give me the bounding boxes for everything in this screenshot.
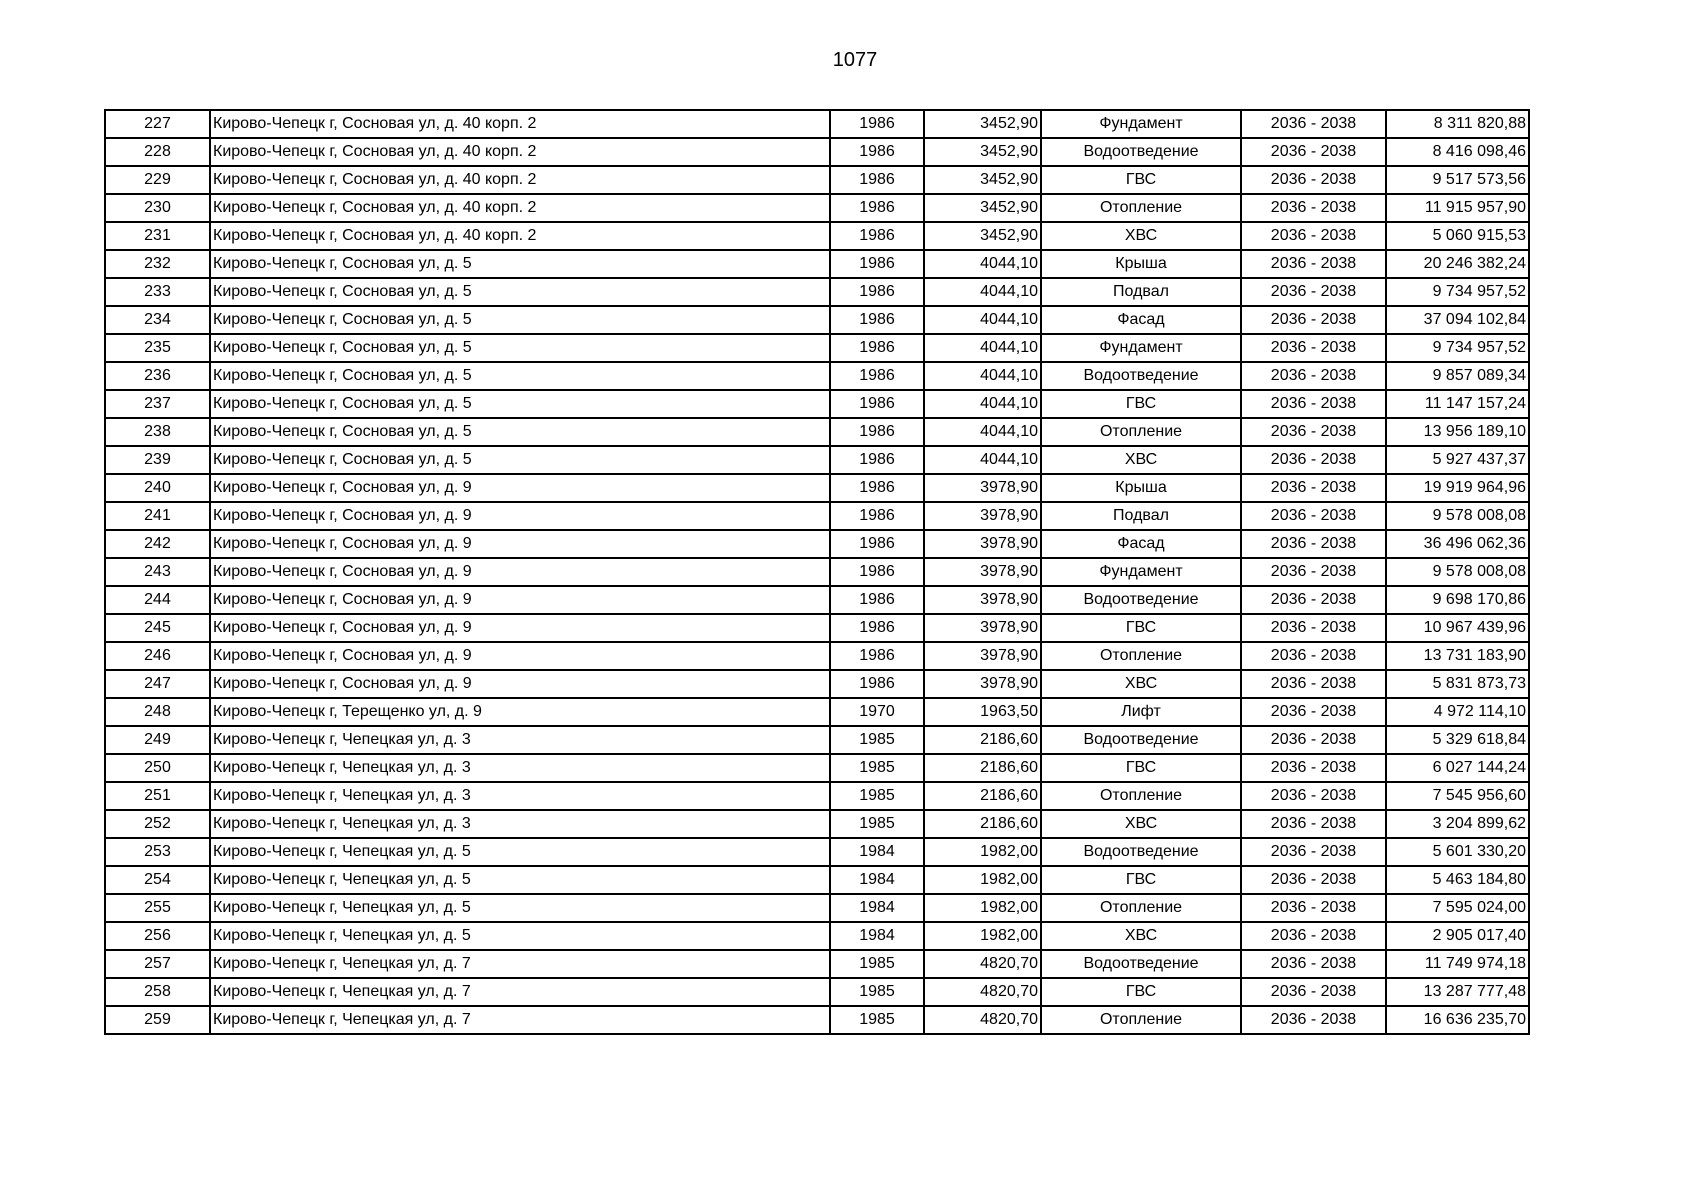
cost-cell: 36 496 062,36 [1386,530,1529,558]
area-cell: 1982,00 [924,922,1041,950]
work-type-cell: Отопление [1041,782,1241,810]
year-built-cell: 1986 [830,586,924,614]
row-number-cell: 233 [105,278,210,306]
row-number-cell: 254 [105,866,210,894]
table-row [105,614,1529,642]
year-built-cell: 1986 [830,390,924,418]
area-cell: 1982,00 [924,866,1041,894]
work-type-cell: ГВС [1041,614,1241,642]
row-number-cell: 249 [105,726,210,754]
table-row [105,950,1529,978]
row-number-cell: 227 [105,110,210,138]
work-type-cell: Отопление [1041,1006,1241,1034]
row-number-cell: 246 [105,642,210,670]
period-cell: 2036 - 2038 [1241,922,1386,950]
address-cell: Кирово-Чепецк г, Сосновая ул, д. 9 [210,530,830,558]
year-built-cell: 1986 [830,138,924,166]
period-cell: 2036 - 2038 [1241,726,1386,754]
work-type-cell: ГВС [1041,754,1241,782]
year-built-cell: 1986 [830,530,924,558]
table-row [105,922,1529,950]
work-type-cell: Крыша [1041,250,1241,278]
table-row [105,138,1529,166]
address-cell: Кирово-Чепецк г, Сосновая ул, д. 40 корп. 2 [210,166,830,194]
area-cell: 3452,90 [924,166,1041,194]
period-cell: 2036 - 2038 [1241,894,1386,922]
cost-cell: 9 857 089,34 [1386,362,1529,390]
work-type-cell: Водоотведение [1041,726,1241,754]
year-built-cell: 1986 [830,558,924,586]
area-cell: 2186,60 [924,726,1041,754]
repair-schedule-table [104,109,1530,1035]
work-type-cell: Подвал [1041,502,1241,530]
address-cell: Кирово-Чепецк г, Сосновая ул, д. 9 [210,642,830,670]
table-row [105,530,1529,558]
period-cell: 2036 - 2038 [1241,306,1386,334]
area-cell: 4044,10 [924,334,1041,362]
table-row [105,362,1529,390]
row-number-cell: 256 [105,922,210,950]
cost-cell: 13 287 777,48 [1386,978,1529,1006]
table-row [105,838,1529,866]
area-cell: 4044,10 [924,278,1041,306]
period-cell: 2036 - 2038 [1241,222,1386,250]
year-built-cell: 1986 [830,166,924,194]
table-row [105,670,1529,698]
address-cell: Кирово-Чепецк г, Сосновая ул, д. 40 корп. 2 [210,138,830,166]
cost-cell: 13 731 183,90 [1386,642,1529,670]
area-cell: 1963,50 [924,698,1041,726]
year-built-cell: 1986 [830,362,924,390]
period-cell: 2036 - 2038 [1241,586,1386,614]
table-row [105,278,1529,306]
period-cell: 2036 - 2038 [1241,978,1386,1006]
area-cell: 3452,90 [924,138,1041,166]
year-built-cell: 1985 [830,754,924,782]
period-cell: 2036 - 2038 [1241,138,1386,166]
row-number-cell: 239 [105,446,210,474]
area-cell: 4044,10 [924,362,1041,390]
row-number-cell: 257 [105,950,210,978]
cost-cell: 9 517 573,56 [1386,166,1529,194]
area-cell: 3978,90 [924,642,1041,670]
year-built-cell: 1986 [830,278,924,306]
work-type-cell: ХВС [1041,222,1241,250]
address-cell: Кирово-Чепецк г, Чепецкая ул, д. 3 [210,810,830,838]
year-built-cell: 1986 [830,502,924,530]
cost-cell: 4 972 114,10 [1386,698,1529,726]
year-built-cell: 1985 [830,950,924,978]
table-row [105,474,1529,502]
period-cell: 2036 - 2038 [1241,502,1386,530]
table-row [105,446,1529,474]
year-built-cell: 1986 [830,306,924,334]
cost-cell: 9 578 008,08 [1386,558,1529,586]
address-cell: Кирово-Чепецк г, Сосновая ул, д. 9 [210,614,830,642]
address-cell: Кирово-Чепецк г, Сосновая ул, д. 9 [210,586,830,614]
address-cell: Кирово-Чепецк г, Чепецкая ул, д. 5 [210,922,830,950]
cost-cell: 3 204 899,62 [1386,810,1529,838]
table-row [105,1006,1529,1034]
work-type-cell: Отопление [1041,642,1241,670]
work-type-cell: Фундамент [1041,558,1241,586]
period-cell: 2036 - 2038 [1241,194,1386,222]
work-type-cell: Водоотведение [1041,362,1241,390]
table-row [105,334,1529,362]
area-cell: 2186,60 [924,810,1041,838]
cost-cell: 10 967 439,96 [1386,614,1529,642]
work-type-cell: ХВС [1041,810,1241,838]
table-row [105,250,1529,278]
row-number-cell: 240 [105,474,210,502]
area-cell: 3452,90 [924,222,1041,250]
work-type-cell: Водоотведение [1041,950,1241,978]
cost-cell: 8 311 820,88 [1386,110,1529,138]
work-type-cell: Фундамент [1041,334,1241,362]
period-cell: 2036 - 2038 [1241,810,1386,838]
year-built-cell: 1985 [830,1006,924,1034]
work-type-cell: ХВС [1041,670,1241,698]
row-number-cell: 231 [105,222,210,250]
row-number-cell: 245 [105,614,210,642]
area-cell: 3978,90 [924,614,1041,642]
address-cell: Кирово-Чепецк г, Сосновая ул, д. 5 [210,418,830,446]
row-number-cell: 242 [105,530,210,558]
period-cell: 2036 - 2038 [1241,362,1386,390]
address-cell: Кирово-Чепецк г, Сосновая ул, д. 5 [210,362,830,390]
year-built-cell: 1985 [830,782,924,810]
work-type-cell: Фундамент [1041,110,1241,138]
area-cell: 3452,90 [924,110,1041,138]
row-number-cell: 244 [105,586,210,614]
table-row [105,390,1529,418]
work-type-cell: Подвал [1041,278,1241,306]
table-row [105,894,1529,922]
period-cell: 2036 - 2038 [1241,250,1386,278]
area-cell: 4820,70 [924,978,1041,1006]
row-number-cell: 234 [105,306,210,334]
address-cell: Кирово-Чепецк г, Сосновая ул, д. 9 [210,502,830,530]
table-row [105,306,1529,334]
year-built-cell: 1986 [830,642,924,670]
row-number-cell: 250 [105,754,210,782]
year-built-cell: 1986 [830,670,924,698]
address-cell: Кирово-Чепецк г, Сосновая ул, д. 9 [210,474,830,502]
year-built-cell: 1984 [830,922,924,950]
year-built-cell: 1984 [830,894,924,922]
table-row [105,586,1529,614]
address-cell: Кирово-Чепецк г, Чепецкая ул, д. 5 [210,894,830,922]
address-cell: Кирово-Чепецк г, Чепецкая ул, д. 7 [210,978,830,1006]
work-type-cell: Отопление [1041,418,1241,446]
year-built-cell: 1986 [830,222,924,250]
work-type-cell: Отопление [1041,194,1241,222]
cost-cell: 5 927 437,37 [1386,446,1529,474]
cost-cell: 19 919 964,96 [1386,474,1529,502]
row-number-cell: 238 [105,418,210,446]
cost-cell: 6 027 144,24 [1386,754,1529,782]
cost-cell: 5 831 873,73 [1386,670,1529,698]
work-type-cell: ХВС [1041,922,1241,950]
row-number-cell: 230 [105,194,210,222]
period-cell: 2036 - 2038 [1241,558,1386,586]
cost-cell: 7 545 956,60 [1386,782,1529,810]
table-row [105,810,1529,838]
table-row [105,978,1529,1006]
cost-cell: 9 578 008,08 [1386,502,1529,530]
work-type-cell: Фасад [1041,306,1241,334]
cost-cell: 16 636 235,70 [1386,1006,1529,1034]
period-cell: 2036 - 2038 [1241,110,1386,138]
work-type-cell: ГВС [1041,390,1241,418]
year-built-cell: 1986 [830,614,924,642]
address-cell: Кирово-Чепецк г, Терещенко ул, д. 9 [210,698,830,726]
area-cell: 4044,10 [924,418,1041,446]
work-type-cell: ГВС [1041,866,1241,894]
table-row [105,698,1529,726]
period-cell: 2036 - 2038 [1241,1006,1386,1034]
year-built-cell: 1986 [830,334,924,362]
area-cell: 3978,90 [924,474,1041,502]
year-built-cell: 1970 [830,698,924,726]
row-number-cell: 243 [105,558,210,586]
area-cell: 3452,90 [924,194,1041,222]
period-cell: 2036 - 2038 [1241,390,1386,418]
area-cell: 4044,10 [924,306,1041,334]
row-number-cell: 251 [105,782,210,810]
table-body [105,110,1529,1034]
row-number-cell: 255 [105,894,210,922]
cost-cell: 9 734 957,52 [1386,334,1529,362]
page-number: 1077 [832,49,878,71]
year-built-cell: 1985 [830,810,924,838]
period-cell: 2036 - 2038 [1241,418,1386,446]
year-built-cell: 1986 [830,110,924,138]
period-cell: 2036 - 2038 [1241,614,1386,642]
area-cell: 1982,00 [924,894,1041,922]
year-built-cell: 1986 [830,474,924,502]
period-cell: 2036 - 2038 [1241,446,1386,474]
cost-cell: 20 246 382,24 [1386,250,1529,278]
address-cell: Кирово-Чепецк г, Сосновая ул, д. 9 [210,670,830,698]
address-cell: Кирово-Чепецк г, Сосновая ул, д. 5 [210,446,830,474]
address-cell: Кирово-Чепецк г, Чепецкая ул, д. 7 [210,950,830,978]
area-cell: 3978,90 [924,502,1041,530]
period-cell: 2036 - 2038 [1241,530,1386,558]
cost-cell: 13 956 189,10 [1386,418,1529,446]
period-cell: 2036 - 2038 [1241,474,1386,502]
row-number-cell: 253 [105,838,210,866]
address-cell: Кирово-Чепецк г, Сосновая ул, д. 40 корп. 2 [210,110,830,138]
address-cell: Кирово-Чепецк г, Сосновая ул, д. 5 [210,250,830,278]
work-type-cell: ХВС [1041,446,1241,474]
table-row [105,754,1529,782]
row-number-cell: 248 [105,698,210,726]
year-built-cell: 1984 [830,838,924,866]
area-cell: 4044,10 [924,390,1041,418]
address-cell: Кирово-Чепецк г, Сосновая ул, д. 9 [210,558,830,586]
area-cell: 3978,90 [924,558,1041,586]
address-cell: Кирово-Чепецк г, Сосновая ул, д. 5 [210,390,830,418]
address-cell: Кирово-Чепецк г, Чепецкая ул, д. 7 [210,1006,830,1034]
period-cell: 2036 - 2038 [1241,754,1386,782]
cost-cell: 9 734 957,52 [1386,278,1529,306]
period-cell: 2036 - 2038 [1241,782,1386,810]
address-cell: Кирово-Чепецк г, Сосновая ул, д. 5 [210,334,830,362]
work-type-cell: Отопление [1041,894,1241,922]
table-row [105,502,1529,530]
area-cell: 4820,70 [924,950,1041,978]
row-number-cell: 247 [105,670,210,698]
area-cell: 3978,90 [924,530,1041,558]
address-cell: Кирово-Чепецк г, Чепецкая ул, д. 3 [210,782,830,810]
cost-cell: 8 416 098,46 [1386,138,1529,166]
cost-cell: 5 601 330,20 [1386,838,1529,866]
work-type-cell: Фасад [1041,530,1241,558]
row-number-cell: 232 [105,250,210,278]
year-built-cell: 1984 [830,866,924,894]
work-type-cell: ГВС [1041,166,1241,194]
cost-cell: 11 147 157,24 [1386,390,1529,418]
cost-cell: 9 698 170,86 [1386,586,1529,614]
year-built-cell: 1986 [830,250,924,278]
row-number-cell: 241 [105,502,210,530]
row-number-cell: 228 [105,138,210,166]
row-number-cell: 252 [105,810,210,838]
table-row [105,194,1529,222]
period-cell: 2036 - 2038 [1241,642,1386,670]
year-built-cell: 1985 [830,726,924,754]
area-cell: 2186,60 [924,754,1041,782]
work-type-cell: ГВС [1041,978,1241,1006]
cost-cell: 11 915 957,90 [1386,194,1529,222]
address-cell: Кирово-Чепецк г, Чепецкая ул, д. 5 [210,866,830,894]
year-built-cell: 1986 [830,446,924,474]
area-cell: 4820,70 [924,1006,1041,1034]
work-type-cell: Лифт [1041,698,1241,726]
address-cell: Кирово-Чепецк г, Сосновая ул, д. 40 корп. 2 [210,222,830,250]
table-row [105,222,1529,250]
row-number-cell: 237 [105,390,210,418]
cost-cell: 5 060 915,53 [1386,222,1529,250]
period-cell: 2036 - 2038 [1241,866,1386,894]
table-row [105,558,1529,586]
table-row [105,110,1529,138]
work-type-cell: Крыша [1041,474,1241,502]
period-cell: 2036 - 2038 [1241,670,1386,698]
year-built-cell: 1986 [830,194,924,222]
row-number-cell: 236 [105,362,210,390]
period-cell: 2036 - 2038 [1241,838,1386,866]
table-row [105,866,1529,894]
area-cell: 4044,10 [924,250,1041,278]
address-cell: Кирово-Чепецк г, Чепецкая ул, д. 3 [210,754,830,782]
period-cell: 2036 - 2038 [1241,166,1386,194]
area-cell: 3978,90 [924,670,1041,698]
area-cell: 2186,60 [924,782,1041,810]
address-cell: Кирово-Чепецк г, Сосновая ул, д. 40 корп. 2 [210,194,830,222]
work-type-cell: Водоотведение [1041,586,1241,614]
year-built-cell: 1985 [830,978,924,1006]
address-cell: Кирово-Чепецк г, Сосновая ул, д. 5 [210,306,830,334]
work-type-cell: Водоотведение [1041,838,1241,866]
table-row [105,642,1529,670]
row-number-cell: 229 [105,166,210,194]
table-row [105,726,1529,754]
area-cell: 3978,90 [924,586,1041,614]
period-cell: 2036 - 2038 [1241,334,1386,362]
area-cell: 1982,00 [924,838,1041,866]
period-cell: 2036 - 2038 [1241,698,1386,726]
period-cell: 2036 - 2038 [1241,950,1386,978]
cost-cell: 5 329 618,84 [1386,726,1529,754]
cost-cell: 37 094 102,84 [1386,306,1529,334]
cost-cell: 11 749 974,18 [1386,950,1529,978]
table-row [105,782,1529,810]
area-cell: 4044,10 [924,446,1041,474]
row-number-cell: 258 [105,978,210,1006]
cost-cell: 5 463 184,80 [1386,866,1529,894]
year-built-cell: 1986 [830,418,924,446]
table-row [105,166,1529,194]
address-cell: Кирово-Чепецк г, Чепецкая ул, д. 3 [210,726,830,754]
address-cell: Кирово-Чепецк г, Сосновая ул, д. 5 [210,278,830,306]
work-type-cell: Водоотведение [1041,138,1241,166]
cost-cell: 7 595 024,00 [1386,894,1529,922]
table-row [105,418,1529,446]
cost-cell: 2 905 017,40 [1386,922,1529,950]
row-number-cell: 259 [105,1006,210,1034]
address-cell: Кирово-Чепецк г, Чепецкая ул, д. 5 [210,838,830,866]
period-cell: 2036 - 2038 [1241,278,1386,306]
row-number-cell: 235 [105,334,210,362]
